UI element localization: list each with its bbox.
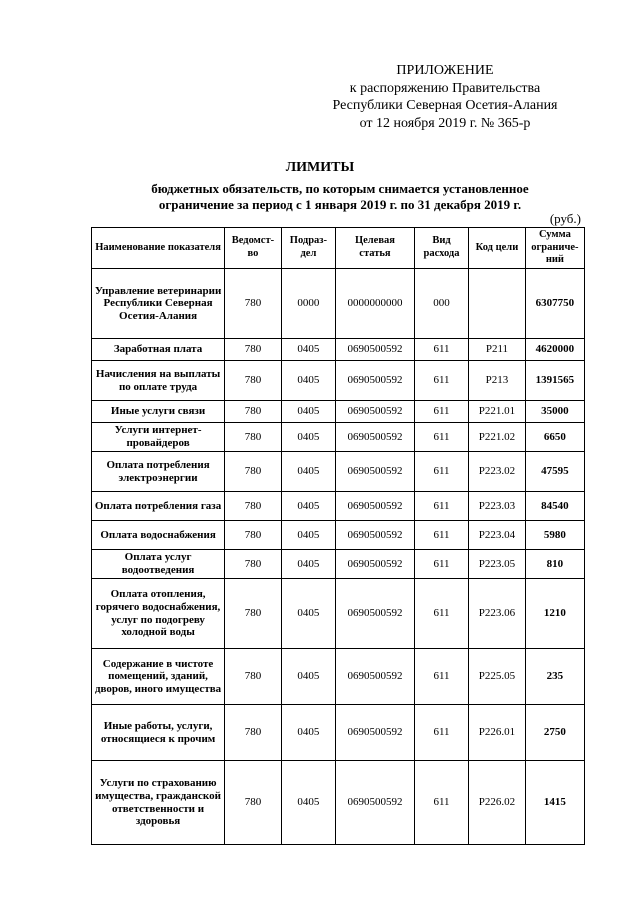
appendix-date-number: от 12 ноября 2019 г. № 365-р	[359, 115, 531, 131]
purpose-code-cell: Р221.01	[469, 401, 526, 423]
department-cell: 780	[225, 761, 282, 845]
expense-type-cell: 611	[414, 401, 468, 423]
department-cell: 780	[225, 269, 282, 339]
expense-type-cell: 000	[414, 269, 468, 339]
purpose-code-cell: Р211	[469, 339, 526, 361]
limit-sum-cell: 6650	[525, 423, 584, 452]
column-header-name: Наименование показателя	[92, 228, 225, 269]
target-article-cell: 0690500592	[336, 705, 415, 761]
target-article-cell: 0690500592	[336, 492, 415, 521]
row-name-cell: Оплата потребления газа	[92, 492, 225, 521]
limit-sum-cell: 35000	[525, 401, 584, 423]
limits-table	[91, 227, 585, 845]
department-cell: 780	[225, 452, 282, 492]
subsection-cell: 0405	[281, 579, 335, 649]
limit-sum-cell: 2750	[525, 705, 584, 761]
table-row	[92, 492, 585, 521]
purpose-code-cell: Р221.02	[469, 423, 526, 452]
department-cell: 780	[225, 705, 282, 761]
column-header-target-article: Целевая статья	[336, 228, 415, 269]
purpose-code-cell: Р223.04	[469, 521, 526, 550]
column-header-department: Ведомст-во	[225, 228, 282, 269]
department-cell: 780	[225, 521, 282, 550]
row-name-cell: Содержание в чистоте помещений, зданий, дворов, иного имущества	[92, 649, 225, 705]
expense-type-cell: 611	[414, 361, 468, 401]
target-article-cell: 0690500592	[336, 452, 415, 492]
column-header-subsection: Подраз-дел	[281, 228, 335, 269]
currency-unit: (руб.)	[549, 211, 581, 226]
table-row	[92, 705, 585, 761]
row-name-cell: Услуги интернет-провайдеров	[92, 423, 225, 452]
table-row	[92, 401, 585, 423]
limit-sum-cell: 4620000	[525, 339, 584, 361]
purpose-code-cell	[469, 269, 526, 339]
table-header-row	[92, 228, 585, 269]
subsection-cell: 0405	[281, 705, 335, 761]
appendix-title: ПРИЛОЖЕНИЕ	[396, 63, 494, 78]
department-cell: 780	[225, 649, 282, 705]
limit-sum-cell: 1210	[525, 579, 584, 649]
purpose-code-cell: Р226.02	[469, 761, 526, 845]
target-article-cell: 0690500592	[336, 550, 415, 579]
limit-sum-cell: 235	[525, 649, 584, 705]
limit-sum-cell: 84540	[525, 492, 584, 521]
column-header-expense-type: Вид расхода	[414, 228, 468, 269]
subtitle-line-2: ограничение за период с 1 января 2019 г. по 31 декабря 2019 г.	[158, 197, 522, 212]
subsection-cell: 0405	[281, 401, 335, 423]
row-name-cell: Оплата водоснабжения	[92, 521, 225, 550]
row-name-cell: Управление ветеринарии Республики Северная Осетия-Алания	[92, 269, 225, 339]
department-cell: 780	[225, 550, 282, 579]
expense-type-cell: 611	[414, 452, 468, 492]
table-row	[92, 579, 585, 649]
purpose-code-cell: Р223.03	[469, 492, 526, 521]
expense-type-cell: 611	[414, 761, 468, 845]
target-article-cell: 0690500592	[336, 649, 415, 705]
subsection-cell: 0405	[281, 550, 335, 579]
target-article-cell: 0690500592	[336, 579, 415, 649]
expense-type-cell: 611	[414, 339, 468, 361]
row-name-cell: Оплата отопления, горячего водоснабжения, услуг по подогреву холодной воды	[92, 579, 225, 649]
table-row	[92, 521, 585, 550]
table-row	[92, 339, 585, 361]
expense-type-cell: 611	[414, 550, 468, 579]
subsection-cell: 0405	[281, 761, 335, 845]
purpose-code-cell: Р223.05	[469, 550, 526, 579]
target-article-cell: 0690500592	[336, 423, 415, 452]
document-subtitle	[90, 181, 590, 213]
target-article-cell: 0690500592	[336, 521, 415, 550]
expense-type-cell: 611	[414, 705, 468, 761]
department-cell: 780	[225, 579, 282, 649]
department-cell: 780	[225, 492, 282, 521]
subsection-cell: 0405	[281, 361, 335, 401]
row-name-cell: Услуги по страхованию имущества, гражданской ответственности и здоровья	[92, 761, 225, 845]
subsection-cell: 0405	[281, 339, 335, 361]
expense-type-cell: 611	[414, 521, 468, 550]
table-body	[92, 269, 585, 845]
target-article-cell: 0690500592	[336, 361, 415, 401]
subsection-cell: 0405	[281, 521, 335, 550]
table-row	[92, 423, 585, 452]
purpose-code-cell: Р225.05	[469, 649, 526, 705]
expense-type-cell: 611	[414, 579, 468, 649]
limit-sum-cell: 1391565	[525, 361, 584, 401]
column-header-limit-sum: Сумма ограниче-ний	[525, 228, 584, 269]
department-cell: 780	[225, 401, 282, 423]
limit-sum-cell: 5980	[525, 521, 584, 550]
department-cell: 780	[225, 361, 282, 401]
table-row	[92, 761, 585, 845]
row-name-cell: Иные работы, услуги, относящиеся к прочим	[92, 705, 225, 761]
table-row	[92, 452, 585, 492]
target-article-cell: 0000000000	[336, 269, 415, 339]
column-header-purpose-code: Код цели	[469, 228, 526, 269]
target-article-cell: 0690500592	[336, 339, 415, 361]
subsection-cell: 0405	[281, 649, 335, 705]
target-article-cell: 0690500592	[336, 401, 415, 423]
appendix-authority: Республики Северная Осетия-Алания	[332, 98, 558, 113]
purpose-code-cell: Р213	[469, 361, 526, 401]
row-name-cell: Оплата потребления электроэнергии	[92, 452, 225, 492]
row-name-cell: Оплата услуг водоотведения	[92, 550, 225, 579]
table-row	[92, 361, 585, 401]
appendix-header	[310, 62, 580, 132]
subtitle-line-1: бюджетных обязательств, по которым снимается установленное	[151, 181, 529, 196]
expense-type-cell: 611	[414, 649, 468, 705]
expense-type-cell: 611	[414, 423, 468, 452]
limit-sum-cell: 810	[525, 550, 584, 579]
purpose-code-cell: Р226.01	[469, 705, 526, 761]
purpose-code-cell: Р223.06	[469, 579, 526, 649]
row-name-cell: Иные услуги связи	[92, 401, 225, 423]
expense-type-cell: 611	[414, 492, 468, 521]
subsection-cell: 0405	[281, 452, 335, 492]
row-name-cell: Заработная плата	[92, 339, 225, 361]
appendix-reference: к распоряжению Правительства	[349, 80, 541, 96]
subsection-cell: 0405	[281, 492, 335, 521]
table-row	[92, 649, 585, 705]
table-row	[92, 550, 585, 579]
row-name-cell: Начисления на выплаты по оплате труда	[92, 361, 225, 401]
subsection-cell: 0000	[281, 269, 335, 339]
table-row	[92, 269, 585, 339]
limit-sum-cell: 1415	[525, 761, 584, 845]
limit-sum-cell: 47595	[525, 452, 584, 492]
target-article-cell: 0690500592	[336, 761, 415, 845]
department-cell: 780	[225, 423, 282, 452]
document-title: ЛИМИТЫ	[285, 160, 355, 175]
department-cell: 780	[225, 339, 282, 361]
subsection-cell: 0405	[281, 423, 335, 452]
limit-sum-cell: 6307750	[525, 269, 584, 339]
purpose-code-cell: Р223.02	[469, 452, 526, 492]
